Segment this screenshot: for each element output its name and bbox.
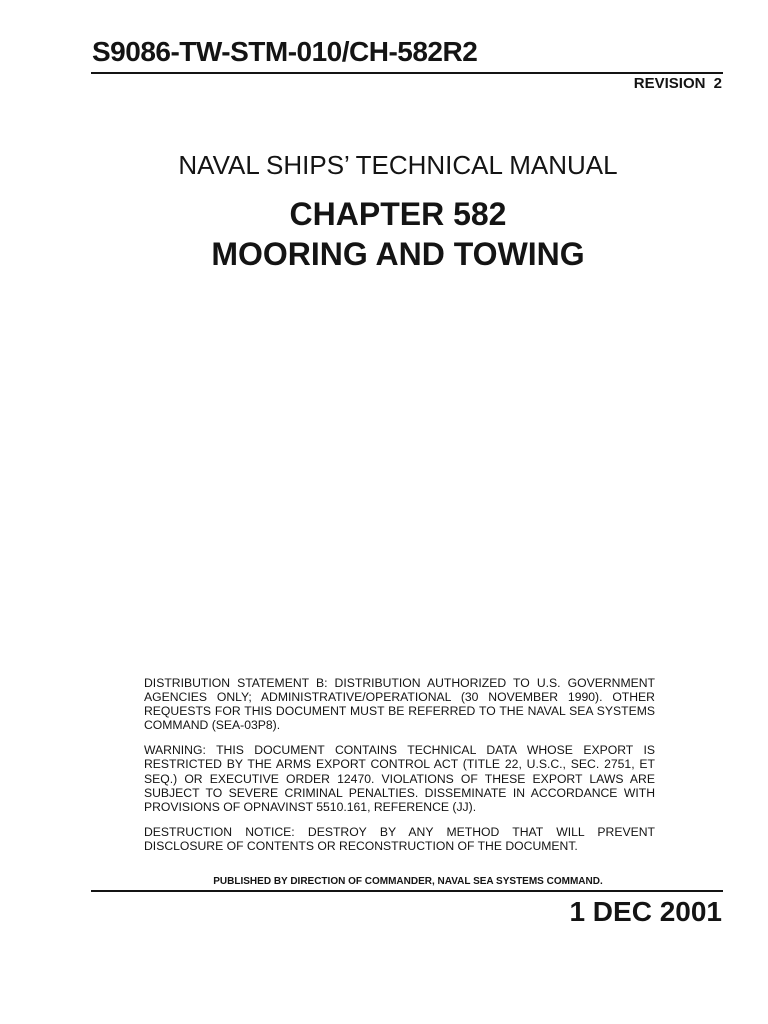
destruction-notice: DESTRUCTION NOTICE: DESTROY BY ANY METHOD THAT WILL PREVENT DISCLOSURE OF CONTENTS OR RECONSTRUCTION OF THE DOCUMENT.: [144, 824, 655, 853]
published-by: PUBLISHED BY DIRECTION OF COMMANDER, NAVAL SEA SYSTEMS COMMAND.: [213, 876, 603, 887]
document-number: S9086-TW-STM-010/CH-582R2: [92, 36, 478, 67]
notices-block: [144, 676, 655, 864]
export-warning: WARNING: THIS DOCUMENT CONTAINS TECHNICAL DATA WHOSE EXPORT IS RESTRICTED BY THE ARMS EXPORT CONTROL ACT (TITLE 22, U.S.C., SEC. 2751, ET SEQ.) OR EXECUTIVE ORDER 12470. VIOLATIONS OF THESE EXPORT LAWS ARE SUBJECT TO SEVERE CRIMINAL PENALTIES. DISSEMINATE IN ACCORDANCE WITH PROVISIONS OF OPNAVINST 5510.161, REFERENCE (JJ).: [144, 743, 655, 814]
chapter-title: MOORING AND TOWING: [211, 236, 585, 272]
bottom-divider: [91, 890, 723, 892]
publication-date: 1 DEC 2001: [569, 896, 722, 927]
chapter-number: CHAPTER 582: [289, 196, 507, 232]
distribution-statement: DISTRIBUTION STATEMENT B: DISTRIBUTION AUTHORIZED TO U.S. GOVERNMENT AGENCIES ONLY; ADMINISTRATIVE/OPERATIONAL (30 NOVEMBER 1990). OTHER REQUESTS FOR THIS DOCUMENT MUST BE REFERRED TO THE NAVAL SEA SYSTEMS COMMAND (SEA-03P8).: [144, 676, 655, 733]
revision-label: REVISION 2: [633, 75, 722, 92]
top-divider: [91, 72, 723, 74]
manual-title: NAVAL SHIPS’ TECHNICAL MANUAL: [178, 150, 618, 180]
